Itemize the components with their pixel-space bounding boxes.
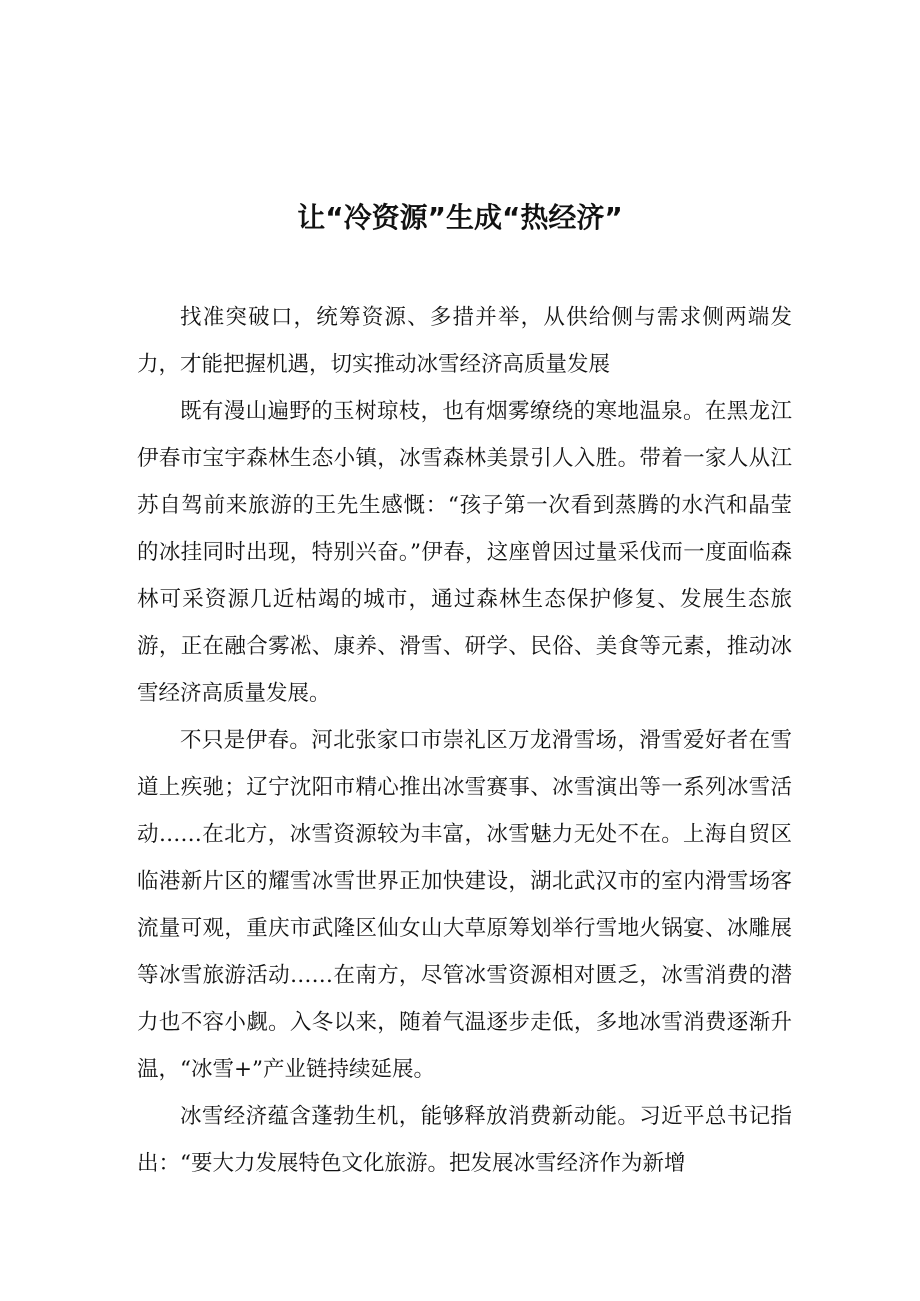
paragraph-ice-economy: 冰雪经济蕴含蓬勃生机，能够释放消费新动能。习近平总书记指出：“要大力发展特色文化旅游。把发展冰雪经济作为新增 bbox=[137, 1104, 792, 1176]
document-body bbox=[137, 294, 792, 1187]
paragraph-yichun: 既有漫山遍野的玉树琼枝，也有烟雾缭绕的寒地温泉。在黑龙江伊春市宝宇森林生态小镇，冰雪森林美景引人入胜。带着一家人从江苏自驾前来旅游的王先生感慨：“孩子第一次看到蒸腾的水汽和晶莹的冰挂同时出现，特别兴奋。”伊春，这座曾因过量采伐而一度面临森林可采资源几近枯竭的城市，通过森林生态保护修复、发展生态旅游，正在融合雾凇、康养、滑雪、研学、民俗、美食等元素，推动冰雪经济高质量发展。 bbox=[137, 399, 792, 706]
paragraph-north-south: 不只是伊春。河北张家口市崇礼区万龙滑雪场，滑雪爱好者在雪道上疾驰；辽宁沈阳市精心推出冰雪赛事、冰雪演出等一系列冰雪活动……在北方，冰雪资源较为丰富，冰雪魅力无处不在。上海自贸区临港新片区的耀雪冰雪世界正加快建设，湖北武汉市的室内滑雪场客流量可观，重庆市武隆区仙女山大草原筹划举行雪地火锅宴、冰雕展等冰雪旅游活动……在南方，尽管冰雪资源相对匮乏，冰雪消费的潜力也不容小觑。入冬以来，随着气温逐步走低，多地冰雪消费逐渐升温，“冰雪+”产业链持续延展。 bbox=[137, 728, 792, 1082]
paragraph-subtitle: 找准突破口，统筹资源、多措并举，从供给侧与需求侧两端发力，才能把握机遇，切实推动冰雪经济高质量发展 bbox=[137, 305, 792, 377]
document-title: 让“冷资源”生成“热经济” bbox=[297, 201, 623, 234]
